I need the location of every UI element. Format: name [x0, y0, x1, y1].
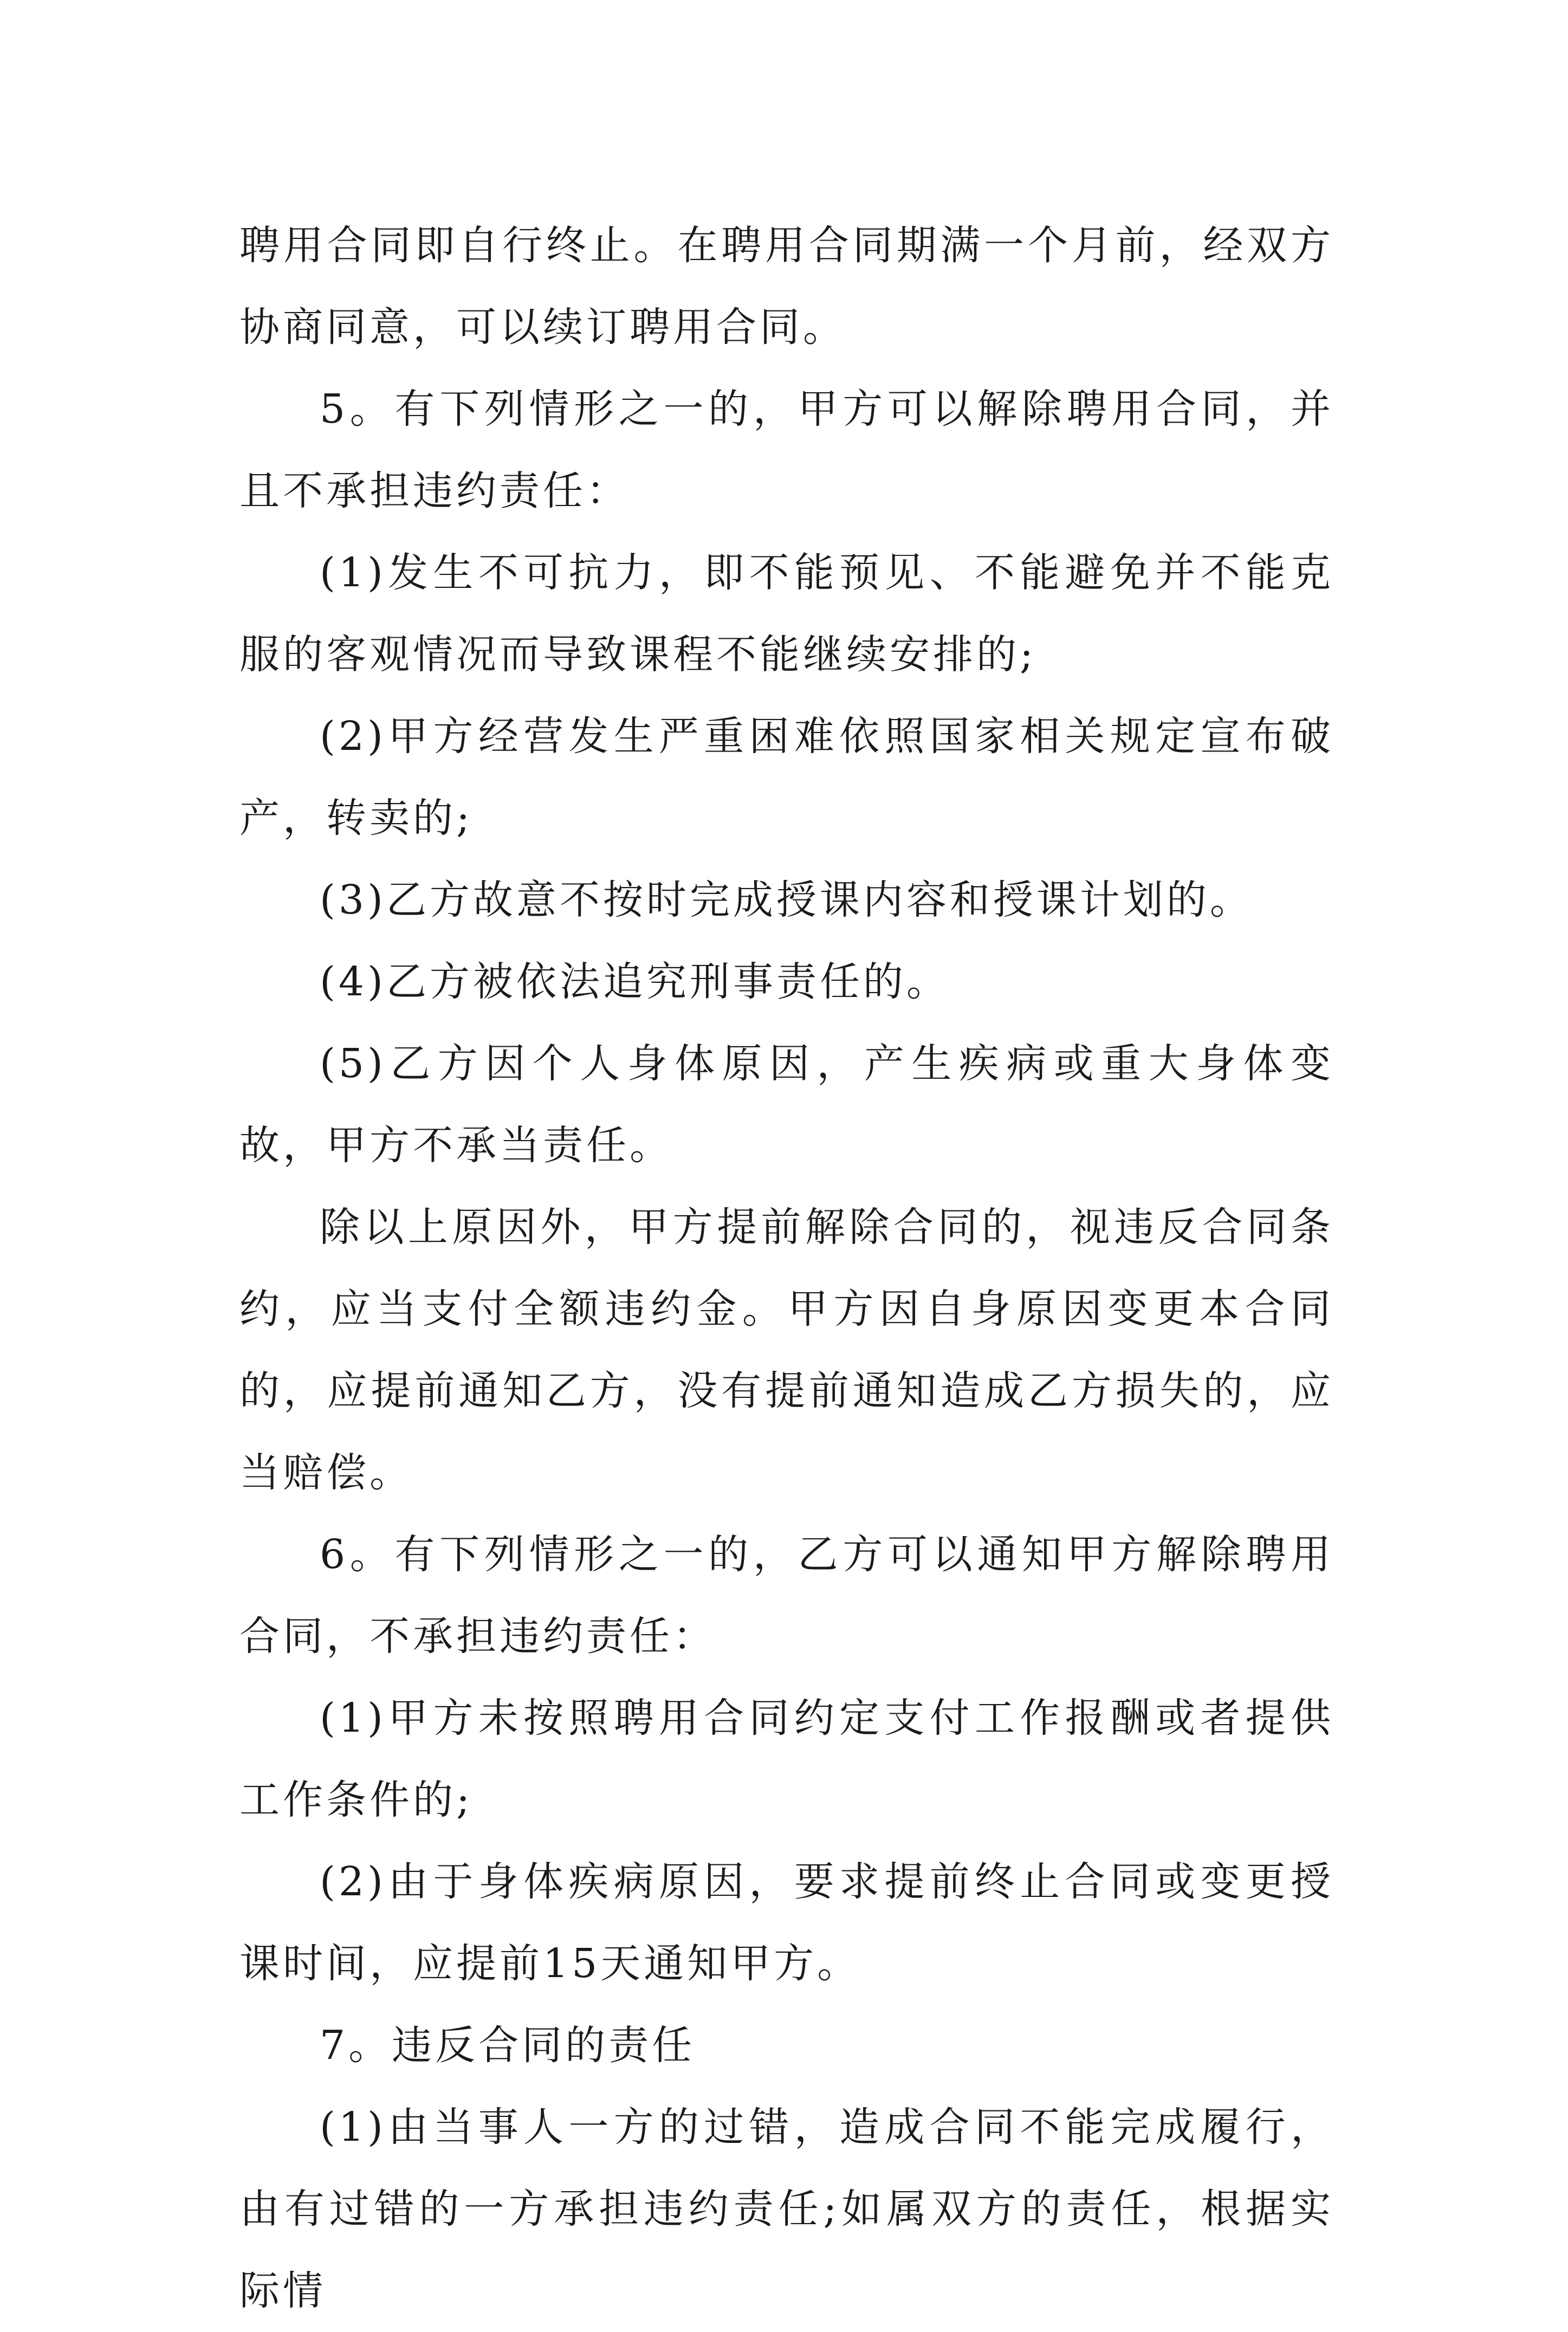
paragraph-clause-5-item-4: (4)乙方被依法追究刑事责任的。: [320, 958, 950, 1005]
paragraph-clause-5-item-2: (2)甲方经营发生严重困难依照国家相关规定宣布破产，转卖的;: [239, 713, 1334, 841]
paragraph-clause-6-item-1: (1)甲方未按照聘用合同约定支付工作报酬或者提供工作条件的;: [239, 1695, 1334, 1823]
paragraph-clause-5-item-5: (5)乙方因个人身体原因，产生疾病或重大身体变故，甲方不承当责任。: [239, 1040, 1334, 1169]
paragraph-clause-5-heading: 5。有下列情形之一的，甲方可以解除聘用合同，并且不承担违约责任：: [239, 386, 1334, 514]
paragraph-clause-6-heading: 6。有下列情形之一的，乙方可以通知甲方解除聘用合同，不承担违约责任：: [239, 1531, 1334, 1660]
paragraph-contract-renewal: 聘用合同即自行终止。在聘用合同期满一个月前，经双方协商同意，可以续订聘用合同。: [239, 222, 1334, 351]
paragraph-early-termination: 除以上原因外，甲方提前解除合同的，视违反合同条约，应当支付全额违约金。甲方因自身原因变更本合同的，应提前通知乙方，没有提前通知造成乙方损失的，应当赔偿。: [239, 1204, 1334, 1496]
paragraph-clause-7-heading: 7。违反合同的责任: [320, 2022, 696, 2069]
paragraph-clause-5-item-1: (1)发生不可抗力，即不能预见、不能避免并不能克服的客观情况而导致课程不能继续安排的;: [239, 549, 1334, 678]
contract-body: [239, 205, 1334, 2332]
paragraph-clause-7-item-1: (1)由当事人一方的过错，造成合同不能完成履行，由有过错的一方承担违约责任;如属双方的责任，根据实际情: [239, 2104, 1334, 2314]
paragraph-clause-6-item-2: (2)由于身体疾病原因，要求提前终止合同或变更授课时间，应提前15天通知甲方。: [239, 1858, 1334, 1987]
paragraph-clause-5-item-3: (3)乙方故意不按时完成授课内容和授课计划的。: [320, 877, 1253, 923]
